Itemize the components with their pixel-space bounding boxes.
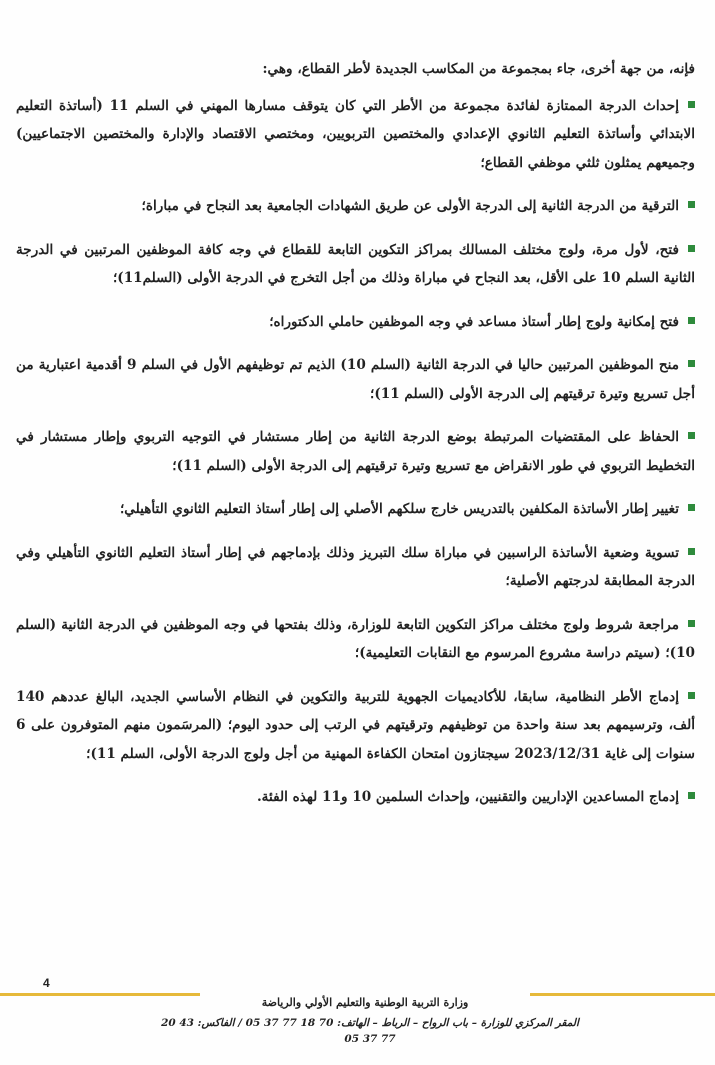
bullet-square-icon — [688, 360, 695, 367]
footer-address: المقر المركزي للوزارة – باب الرواح – الرباط – الهاتف: 70 18 77 37 05 / الفاكس: 43 20 77 37 05 — [161, 1017, 579, 1045]
list-item-8 — [16, 539, 695, 596]
list-item-text: منح الموظفين المرتبين حاليا في الدرجة الثانية (السلم 10) الذيم تم توظيفهم الأول في السلم 9 أقدمية اعتبارية من أجل تسريع وتيرة ترقيتهم إلى الدرجة الأولى (السلم 11)؛ — [16, 357, 695, 402]
list-item-3 — [16, 236, 695, 293]
bullet-square-icon — [688, 201, 695, 208]
page-number: 4 — [43, 976, 50, 990]
bullet-square-icon — [688, 792, 695, 799]
list-item-text: فتح، لأول مرة، ولوج مختلف المسالك بمراكز التكوين التابعة للقطاع في وجه كافة الموظفين المرتبين في الدرجة الثانية السلم 10 على الأقل، بعد النجاح في مباراة وذلك من أجل التخرج في الدرجة الأولى (السلم11)؛ — [16, 241, 695, 286]
bullet-square-icon — [688, 504, 695, 511]
list-item-text: مراجعة شروط ولوج مختلف مراكز التكوين التابعة للوزارة، وذلك بفتحها في وجه الموظفين في الدرجة الثانية (السلم 10)؛ (سيتم دراسة مشروع المرسوم مع النقابات التعليمية)؛ — [16, 616, 695, 661]
bullet-square-icon — [688, 317, 695, 324]
footer-ministry-name: وزارة التربية الوطنية والتعليم الأولي والرياضة — [200, 993, 530, 1013]
bullet-square-icon — [688, 692, 695, 699]
document-body — [16, 55, 695, 827]
list-item-text: الحفاظ على المقتضيات المرتبطة بوضع الدرجة الثانية من إطار مستشار في التوجيه التربوي وإطار مستشار في التخطيط التربوي في طور الانقراض مع تسريع وتيرة ترقيتهم إلى الدرجة الأولى (السلم 11)؛ — [16, 429, 695, 474]
bullet-square-icon — [688, 432, 695, 439]
bullet-square-icon — [688, 548, 695, 555]
intro-paragraph: فإنه، من جهة أخرى، جاء بمجموعة من المكاسب الجديدة لأطر القطاع، وهي: — [262, 61, 695, 77]
list-item-text: الترقية من الدرجة الثانية إلى الدرجة الأولى عن طريق الشهادات الجامعية بعد النجاح في مباراة؛ — [141, 198, 679, 214]
list-item-9 — [16, 611, 695, 668]
list-item-1 — [16, 92, 695, 178]
list-item-10 — [16, 683, 695, 769]
list-item-7 — [16, 495, 695, 524]
bullet-square-icon — [688, 245, 695, 252]
list-item-2 — [16, 192, 695, 221]
list-item-text: فتح إمكانية ولوج إطار أستاذ مساعد في وجه الموظفين حاملي الدكتوراه؛ — [269, 313, 679, 330]
list-item-text: تغيير إطار الأساتذة المكلفين بالتدريس خارج سلكهم الأصلي إلى إطار أستاذ التعليم الثانوي التأهيلي؛ — [119, 501, 679, 517]
bullet-square-icon — [688, 620, 695, 627]
list-item-5 — [16, 351, 695, 408]
list-item-text: إحداث الدرجة الممتازة لفائدة مجموعة من الأطر التي كان يتوقف مسارها المهني في السلم 11 (أساتذة التعليم الابتدائي وأساتذة التعليم الثانوي الإعدادي والمختصين التربويين، ومختصي الاقتصاد والإدارة والمختصين الاجتماعيين) وجميعهم يمثلون ثلثي موظفي القطاع؛ — [16, 97, 695, 171]
list-item-text: إدماج الأطر النظامية، سابقا، للأكاديميات الجهوية للتربية والتكوين في النظام الأساسي الجديد، البالغ عددهم 140 ألف، وترسيمهم بعد سنة واحدة من توظيفهم وترقيتهم في الرتب إلى حدود اليوم؛ (المرسَمون منهم المتوفرون على 6 سنوات إلى غاية 2023/12/31 سيجتازون امتحان الكفاءة المهنية من أجل ولوج الدرجة الأولى، السلم 11)؛ — [16, 688, 695, 762]
bullet-square-icon — [688, 101, 695, 108]
list-item-11 — [16, 783, 695, 812]
list-item-text: إدماج المساعدين الإداريين والتقنيين، وإحداث السلمين 10 و11 لهذه الفئة. — [256, 789, 679, 805]
list-item-text: تسوية وضعية الأساتذة الراسبين في مباراة سلك التبريز وذلك بإدماجهم في إطار أستاذ التعليم الثانوي التأهيلي وفي الدرجة المطابقة لدرجتهم الأصلية؛ — [16, 544, 695, 589]
list-item-4 — [16, 308, 695, 337]
list-item-6 — [16, 423, 695, 480]
